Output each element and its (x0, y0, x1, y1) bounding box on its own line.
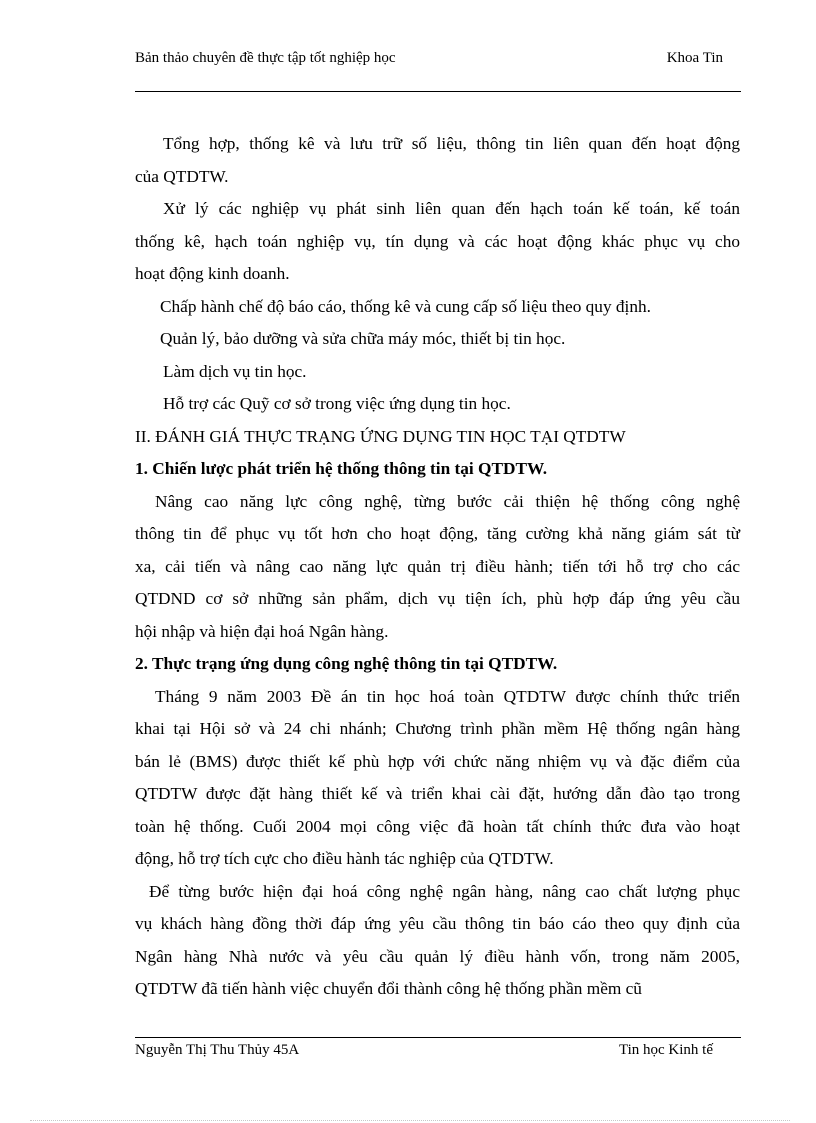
paragraph-line: khai tại Hội sở và 24 chi nhánh; Chương trình phần mềm Hệ thống ngân hàng (135, 719, 740, 738)
paragraph-line: Ngân hàng Nhà nước và yêu cầu quản lý điều hành vốn, trong năm 2005, (135, 946, 740, 966)
paragraph-line: QTDTW được đặt hàng thiết kế và triển khai cài đặt, hướng dẫn đào tạo trong (135, 784, 740, 803)
paragraph-line: Làm dịch vụ tin học. (163, 361, 307, 381)
paragraph-line: thống kê, hạch toán nghiệp vụ, tín dụng và các hoạt động khác phục vụ cho (135, 231, 740, 251)
paragraph-line: Chấp hành chế độ báo cáo, thống kê và cung cấp số liệu theo quy định. (160, 296, 651, 316)
paragraph-line: hoạt động kinh doanh. (135, 264, 290, 283)
footer-major: Tin học Kinh tế (618, 1042, 713, 1058)
paragraph-line: QTDND cơ sở những sản phẩm, dịch vụ tiện ích, phù hợp đáp ứng yêu cầu (135, 589, 740, 608)
paragraph-line: xa, cải tiến và nâng cao năng lực quản trị điều hành; tiến tới hỗ trợ cho các (135, 556, 740, 576)
header-department: Khoa Tin (666, 50, 723, 66)
paragraph-line: vụ khách hàng đồng thời đáp ứng yêu cầu thông tin báo cáo theo quy định của (135, 914, 740, 933)
paragraph-line: toàn hệ thống. Cuối 2004 mọi công việc đã hoàn tất chính thức đưa vào hoạt (135, 816, 740, 836)
paragraph-line: Tháng 9 năm 2003 Đề án tin học hoá toàn QTDTW được chính thức triển (155, 686, 740, 706)
paragraph-line: Xử lý các nghiệp vụ phát sinh liên quan đến hạch toán kế toán, kế toán (163, 199, 740, 218)
paragraph-line: thông tin để phục vụ tốt hơn cho hoạt động, tăng cường khả năng giám sát từ (135, 524, 740, 543)
subsection-heading: 1. Chiến lược phát triển hệ thống thông tin tại QTDTW. (135, 459, 548, 478)
footer-author: Nguyễn Thị Thu Thủy 45A (135, 1042, 300, 1058)
section-heading: II. ĐÁNH GIÁ THỰC TRẠNG ỨNG DỤNG TIN HỌC TẠI QTDTW (135, 426, 626, 446)
paragraph-line: Hỗ trợ các Quỹ cơ sở trong việc ứng dụng tin học. (163, 394, 511, 413)
paragraph-line: của QTDTW. (135, 166, 229, 186)
paragraph-line: hội nhập và hiện đại hoá Ngân hàng. (135, 621, 389, 641)
paragraph-line: Nâng cao năng lực công nghệ, từng bước cải thiện hệ thống công nghệ (155, 491, 740, 511)
paragraph-line: bán lẻ (BMS) được thiết kế phù hợp với chức năng nhiệm vụ và đặc điểm của (135, 751, 740, 771)
paragraph-line: QTDTW đã tiến hành việc chuyển đổi thành công hệ thống phần mềm cũ (135, 979, 642, 998)
paragraph-line: Tổng hợp, thống kê và lưu trữ số liệu, thông tin liên quan đến hoạt động (163, 134, 740, 153)
document-body (135, 128, 740, 1006)
paragraph-line: Để từng bước hiện đại hoá công nghệ ngân hàng, nâng cao chất lượng phục (149, 881, 740, 901)
page-footer (135, 1037, 741, 1058)
paragraph-line: Quản lý, bảo dưỡng và sửa chữa máy móc, thiết bị tin học. (160, 329, 566, 348)
subsection-heading: 2. Thực trạng ứng dụng công nghệ thông tin tại QTDTW. (135, 654, 558, 673)
page-header (135, 48, 741, 92)
paragraph-line: động, hỗ trợ tích cực cho điều hành tác nghiệp của QTDTW. (135, 849, 554, 868)
page-edge-divider (30, 1120, 790, 1121)
header-document-title: Bản thảo chuyên đề thực tập tốt nghiệp học (135, 50, 396, 66)
